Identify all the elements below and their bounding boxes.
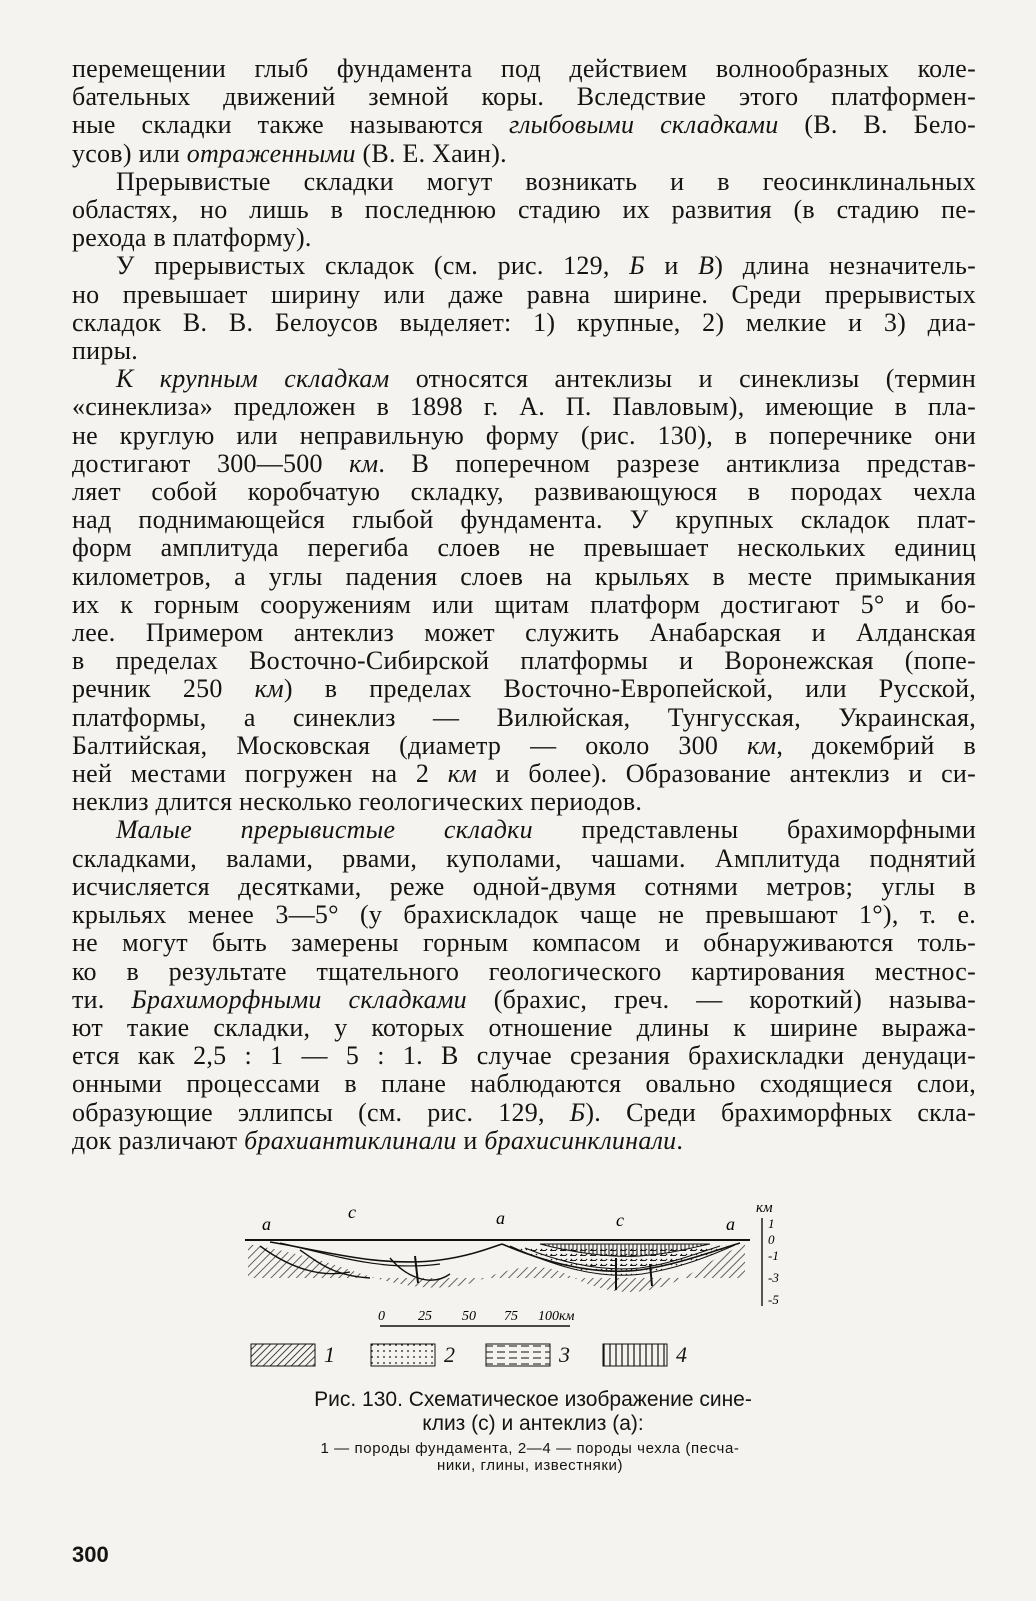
text-line: ляет собой коробчатую складку, развивающуюся в породах чехла: [72, 477, 976, 507]
text-line: ней местами погружен на 2 км и более). Образование антеклиз и си-: [72, 759, 976, 789]
scale-75: 75: [504, 1309, 518, 1324]
text-line: ется как 2,5 : 1 — 5 : 1. В случае срезания брахискладки денудаци-: [72, 1041, 976, 1071]
text-line: образующие эллипсы (см. рис. 129, Б). Среди брахиморфных скла-: [72, 1097, 976, 1127]
cross-section-diagram: [240, 1198, 800, 1333]
text-line: ют такие складки, у которых отношение длины к ширине выража-: [72, 1012, 976, 1042]
text-line: но превышает ширину или даже равна ширине. Среди прерывистых: [72, 279, 976, 309]
text-line: неклиз длится несколько геологических периодов.: [72, 787, 643, 817]
text-line: У прерывистых складок (см. рис. 129, Б и В) длина незначитель-: [116, 251, 976, 281]
depth-tick-m1: -1: [768, 1248, 779, 1263]
caption-title-line-1: Рис. 130. Схематическое изображение сине-: [314, 1388, 752, 1411]
caption-sub-line-2: ники, глины, известняки): [436, 1457, 624, 1474]
legend-item-2: 2: [370, 1340, 455, 1370]
text-line: их к горным сооружениям или щитам платформ достигают 5° и бо-: [72, 589, 976, 619]
depth-tick-m5: -5: [768, 1292, 779, 1307]
page-text: [72, 55, 976, 1155]
depth-unit: км: [756, 1200, 773, 1216]
text-line: Малые прерывистые складки представлены брахиморфными: [116, 815, 976, 845]
figure-130: [240, 1198, 800, 1338]
text-line: Прерывистые складки могут возникать и в геосинклинальных: [116, 166, 976, 196]
text-line: над поднимающейся глыбой фундамента. У крупных складок плат-: [72, 505, 976, 535]
scale-0: 0: [378, 1309, 385, 1324]
label-a-2: а: [496, 1208, 505, 1228]
paragraph: [72, 252, 976, 365]
legend-item-3: 3: [485, 1340, 570, 1370]
scale-100: 100км: [538, 1309, 575, 1324]
scale-50: 50: [462, 1309, 476, 1324]
text-line: километров, а углы падения слоев на крыльях в месте примыкания: [72, 561, 976, 591]
legend-item-4: 4: [602, 1340, 687, 1370]
text-line: крыльях менее 3—5° (у брахискладок чаще не превышают 1°), т. е.: [72, 900, 976, 930]
text-line: лее. Примером антеклиз может служить Анабарская и Алданская: [72, 618, 976, 648]
text-line: ти. Брахиморфными складками (брахис, греч. — короткий) называ-: [72, 984, 976, 1014]
text-line: рехода в платформу).: [72, 223, 312, 253]
text-line: пиры.: [72, 336, 139, 366]
text-line: в пределах Восточно-Сибирской платформы и Воронежская (попе-: [72, 646, 976, 676]
scale-25: 25: [418, 1309, 432, 1324]
text-line: онными процессами в плане наблюдаются овально сходящиеся слои,: [72, 1069, 976, 1099]
label-a-1: а: [262, 1214, 271, 1234]
text-line: бательных движений земной коры. Вследствие этого платформен-: [72, 82, 976, 112]
text-line: достигают 300—500 км. В поперечном разрезе антиклиза представ-: [72, 448, 976, 478]
figure-caption-title: [268, 1388, 798, 1436]
text-line: платформы, а синеклиз — Вилюйская, Тунгусская, Украинская,: [72, 702, 976, 732]
text-line: перемещении глыб фундамента под действием волнообразных коле-: [72, 54, 976, 83]
text-line: форм амплитуда перегиба слоев не превышает нескольких единиц: [72, 533, 976, 563]
paragraph: [72, 365, 976, 816]
text-line: усов) или отраженными (В. Е. Хаин).: [72, 138, 507, 168]
text-line: речник 250 км) в пределах Восточно-Европейской, или Русской,: [72, 674, 976, 704]
legend-item-1: 1: [250, 1340, 335, 1370]
depth-tick-0: 0: [768, 1232, 775, 1247]
paragraph: [72, 816, 976, 1154]
label-c-1: с: [348, 1202, 356, 1222]
text-line: не могут быть замерены горным компасом и обнаруживаются толь-: [72, 928, 976, 958]
depth-tick-m3: -3: [768, 1270, 779, 1285]
label-a-3: а: [726, 1214, 735, 1234]
paragraph: [72, 168, 976, 253]
caption-sub-line-1: 1 — породы фундамента, 2—4 — породы чехла (песча-: [320, 1440, 740, 1457]
text-line: складками, валами, рвами, куполами, чашами. Амплитуда поднятий: [72, 843, 976, 873]
depth-tick-1: 1: [768, 1216, 775, 1231]
text-line: областях, но лишь в последнюю стадию их развития (в стадию пе-: [72, 195, 976, 225]
text-line: ко в результате тщательного геологического картирования местнос-: [72, 956, 976, 986]
text-line: док различают брахиантиклинали и брахисинклинали.: [72, 1125, 684, 1155]
text-line: складок В. В. Белоусов выделяет: 1) крупные, 2) мелкие и 3) диа-: [72, 307, 976, 337]
text-line: не круглую или неправильную форму (рис. 130), в поперечнике они: [72, 420, 976, 450]
text-line: Балтийская, Московская (диаметр — около 300 км, докембрий в: [72, 730, 976, 760]
page-number: 300: [72, 1542, 109, 1567]
figure-caption-subtitle: [260, 1440, 800, 1474]
label-c-2: с: [616, 1210, 624, 1230]
text-line: «синеклиза» предложен в 1898 г. А. П. Павловым), имеющие в пла-: [72, 392, 976, 422]
text-line: ные складки также называются глыбовыми складками (В. В. Бело-: [72, 110, 977, 140]
paragraph: [72, 55, 976, 168]
figure-legend: [240, 1340, 800, 1380]
text-line: К крупным складкам относятся антеклизы и синеклизы (термин: [116, 364, 976, 394]
caption-title-line-2: клиз (с) и антеклиз (а):: [422, 1412, 644, 1435]
text-line: исчисляется десятками, реже одной-двумя сотнями метров; углы в: [72, 871, 976, 901]
